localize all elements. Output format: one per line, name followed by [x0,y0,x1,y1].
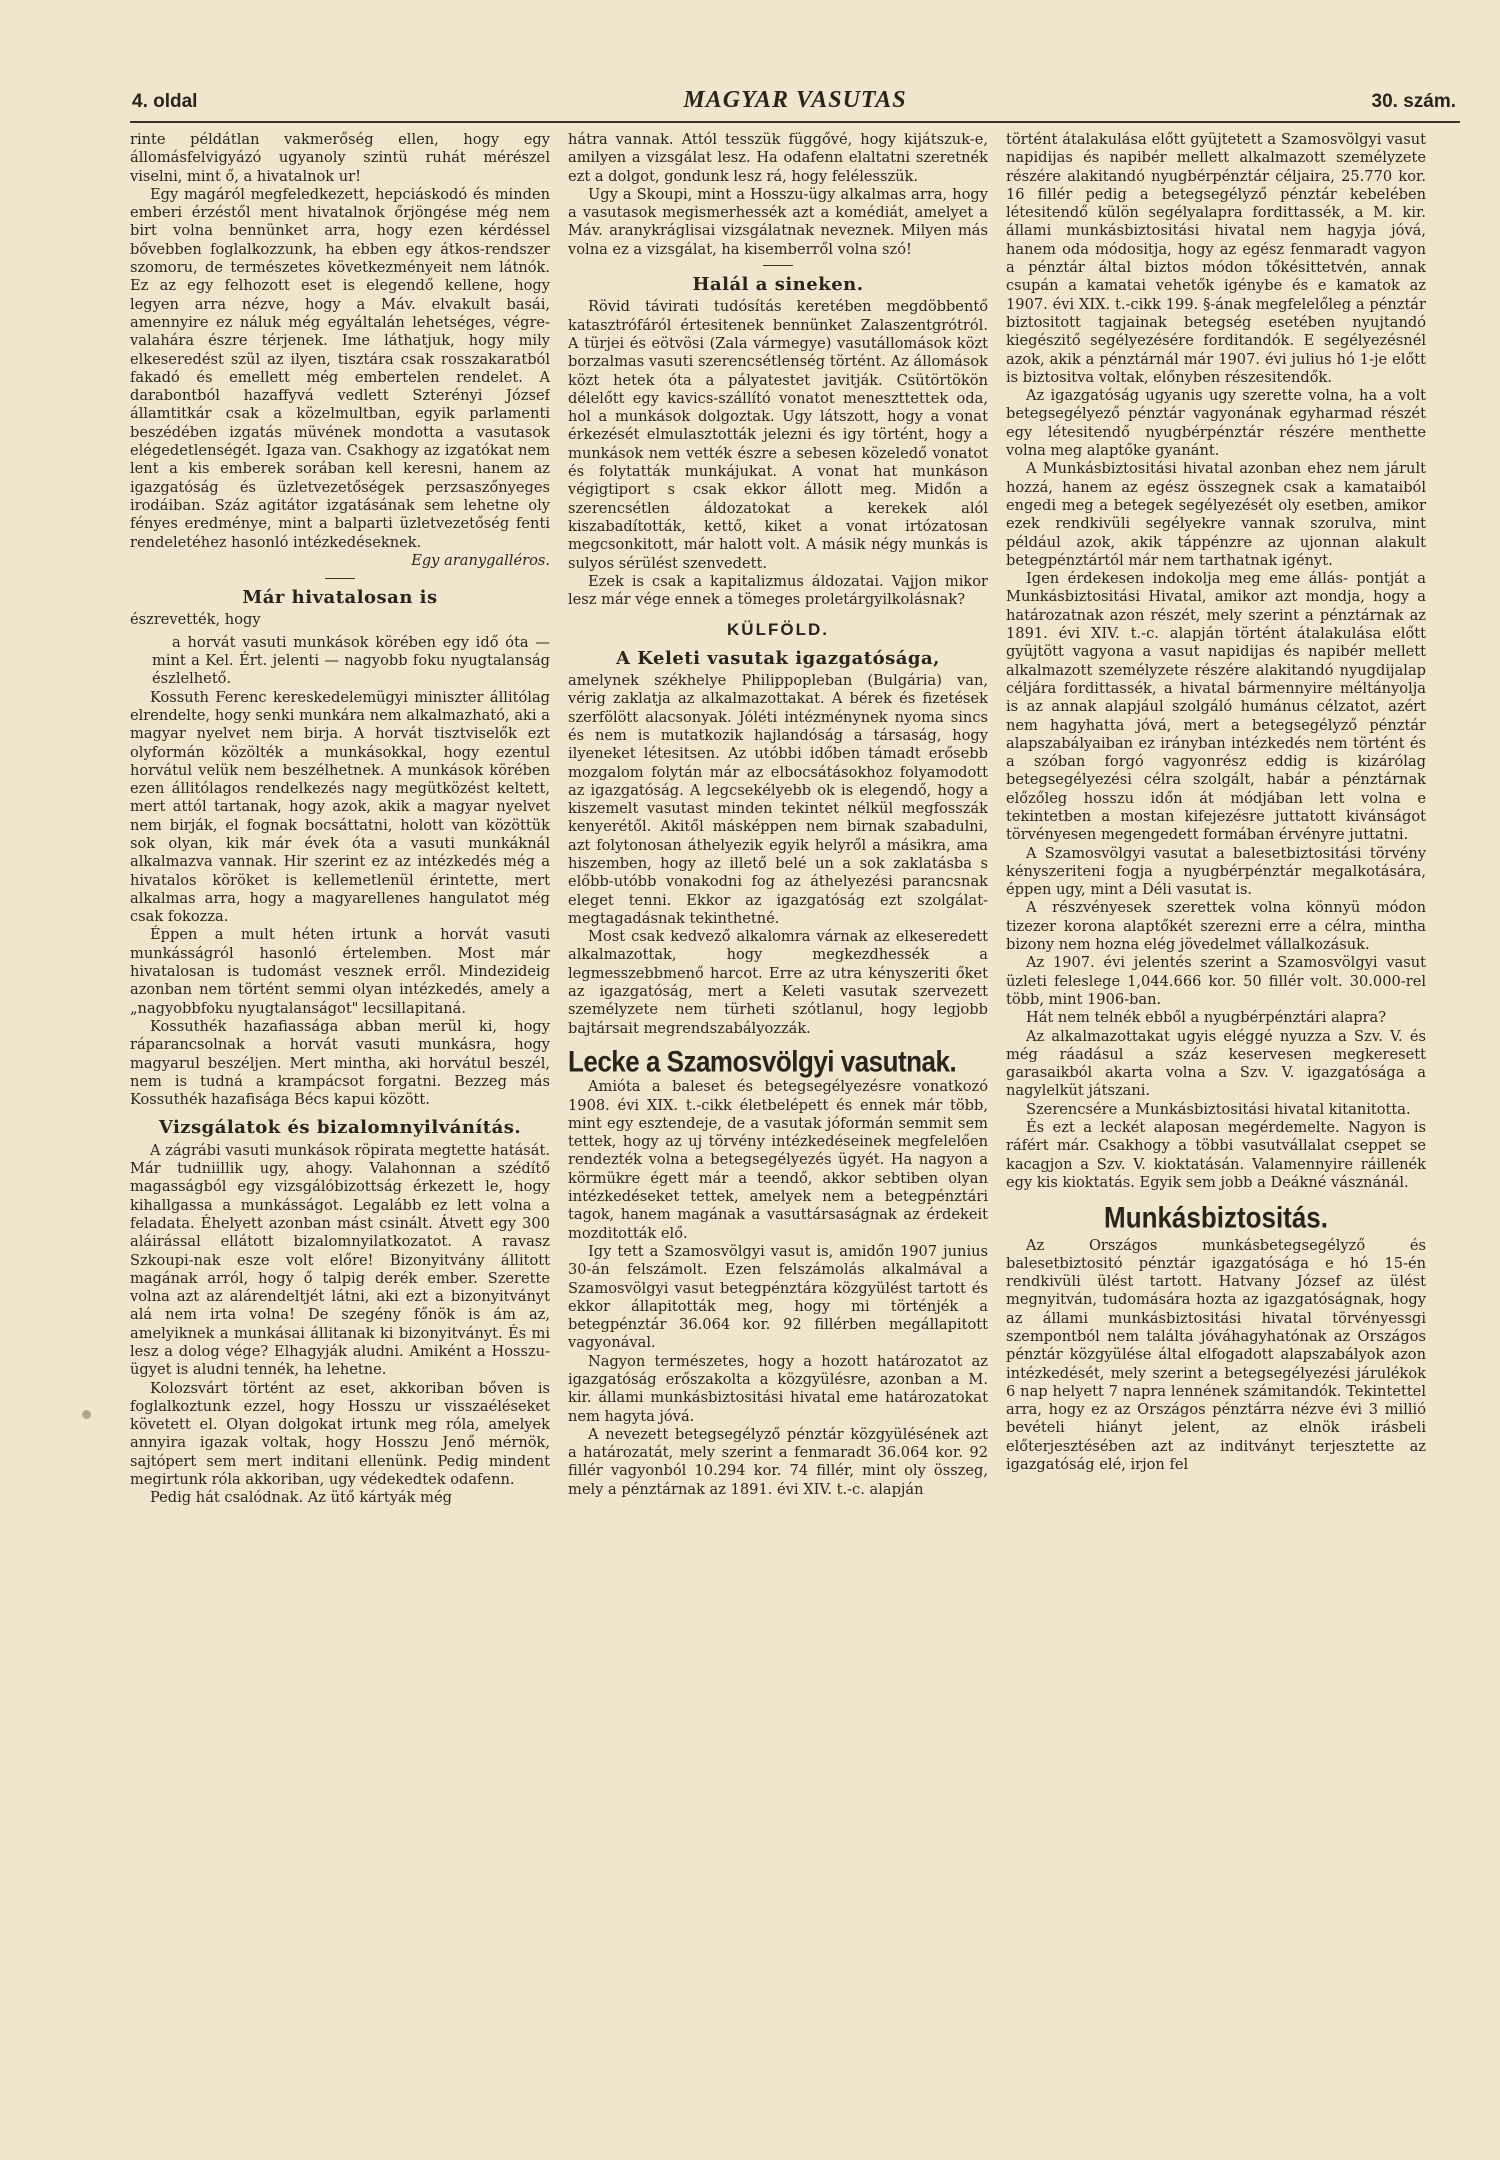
paragraph: történt átalakulása előtt gyüjtetett a Szamosvölgyi vasut napidijas és napibér mellett alkalmazott személyzete részére alakitandó nyugbérpénztár céljaira, 25.770 kor. 16 fillér pedig a betegsegélyző pénztár kebelében létesitendő külön segélyalapra fordittassék, a M. kir. állami munkásbiztositási hivatal nem hagyja jóvá, hanem oda módositja, hogy az egész fenmaradt vagyon a pénztár által biztos módon tőkésittetvén, annak csupán a kamatai vehetők igénybe és e kamatok az 1907. évi XIX. t.-cikk 199. §-ának megfelelőleg a pénztár biztositott tagjainak betegség esetében nyujtandó kiegészitő segélyezésére forditandók. E segélyezésnél azok, akik a pénztárnál már 1907. évi julius hó 1-je előtt is biztositva voltak, előnyben részesitendők. [1006,131,1426,386]
paragraph: Az Országos munkásbetegsegélyző és balesetbiztositó pénztár igazgatósága e hó 15-én rendkivüli ülést tartott. Hatvany József az ülést megnyitván, tudomására hozta az igazgatóságnak, hogy az állami munkásbiztositási hivatal törvényessgi szempontból nem találta jóváhagyhatónak az Országos pénztár közgyülése által elfogadott alapszabályok azon intézkedését, mely szerint a betegsegélyezési járulékok 6 nap helyett 7 napra lennének számitandók. Tekintettel arra, hogy ez az Országos pénztárra nézve évi 3 millió bevételi hiányt jelent, az elnök irásbeli előterjesztésében azt az inditványt terjesztette az igazgatóság elé, irjon fel [1006,1236,1426,1474]
article-heading: Halál a sineken. [692,274,864,296]
article-heading: Lecke a Szamosvölgyi vasutnak. [568,1043,957,1079]
signature: Egy aranygalléros. [411,551,550,569]
article-heading: A Keleti vasutak igazgatósága, [616,647,940,669]
column-2 [568,131,988,2111]
paragraph: Most csak kedvező alkalomra várnak az elkeseredett alkalmazottak, hogy megkezdhessék a legmesszebbmenő harcot. Erre az utra kényszeriti őket az igazgatóság, mert a Keleti vasutak szervezett személyzete nem türheti szótlanul, hogy legjobb bajtársait megrendszabályozzák. [568,928,988,1037]
newspaper-title: MAGYAR VASUTAS [683,87,907,113]
paragraph: rinte példátlan vakmerőség ellen, hogy egy állomásfelvigyázó ugyanoly szintü ruhát mérészel viselni, mint ő, a hivatalnok ur! [130,131,550,185]
section-heading: KÜLFÖLD. [727,620,829,640]
page-number: 4. oldal [132,91,198,112]
paragraph: Éppen a mult héten irtunk a horvát vasuti munkásságról hasonló értelemben. Most már hivatalosan is tudomást vesznek erről. Mindezideig azonban nem történt semmi olyan intézkedés, amely a „nagyobbfoku nyugtalanságot" lecsillapitaná. [130,926,550,1017]
paragraph: Pedig hát csalódnak. Az ütő kártyák még [150,1489,452,1507]
paragraph: amelynek székhelye Philippopleban (Bulgária) van, vérig zaklatja az alkalmazottakat. A bérek és fizetések szerfölött alacsonyak. Jóléti intézménynek nyoma sincs és nem is mutatkozik hajlandóság a társaság, hogy ilyeneket létesitsen. Az utóbbi időben támadt erősebb mozgalom folytán már az elbocsátásokhoz folyamodott az igazgatóság. A legcsekélyebb ok is elegendő, hogy a kiszemelt vasutast minden tekintet nélkül megfosszák kenyerétől. Akitől másképpen nem birnak szabadulni, azt folytonosan áthelyezik egyik helyről a másikra, ama hiszemben, hogy az illető belé un a sok zaklatásba s előbb-utóbb vonakodni fog az áthelyezési parancsnak eleget tenni. Ekkor az igazgatóság ezt szolgálat-megtagadásnak tekinthetné. [568,672,988,927]
divider [325,578,355,579]
paragraph: A Szamosvölgyi vasutat a balesetbiztositási törvény kényszeriteni fogja a nyugbérpénztár megalkotására, éppen ugy, mint a Déli vasutat is. [1006,844,1426,899]
quote-text: a horvát vasuti munkások körében egy idő óta — mint a Kel. Ért. jelenti — nagyobb foku nyugtalanság észlelhető. [152,633,550,688]
issue-number: 30. szám. [1371,91,1456,112]
paragraph: Rövid távirati tudósítás keretében megdöbbentő katasztrófáról értesitenek bennünket Zalaszentgrótról. A türjei és eötvösi (Zala vármegye) vasutállomások közt borzalmas vasuti szerencsétlenség történt. Az állomások közt hetek óta a pályatestet javitják. Csütörtökön délelőtt egy kavics-szállító vonatot meneszttettek oda, hol a munkások dolgoztak. Ugy látszott, hogy a vonat érkezését elmulasztották jelezni és igy történt, hogy a munkások nem vették észre a sebesen közeledő vonatot és folytatták munkájukat. A vonat hat munkáson végigtiport s csak ekkor állott meg. Midőn a szerencsétlen áldozatokat a kerekek alól kiszabadították, kettő, kiket a vonat irtózatosan megcsonkitott, már halott volt. A másik négy munkás is sulyos sérülést szenvedett. [568,298,988,572]
paragraph: Ugy a Skoupi, mint a Hosszu-ügy alkalmas arra, hogy a vasutasok megismerhessék azt a komédiát, amelyet a Máv. aranykráglisai vizsgálatnak neveznek. Milyen más volna ez a vizsgálat, ha kisemberről volna szó! [568,185,988,258]
paragraph: A részvényesek szerettek volna könnyü módon tizezer korona alaptőkét szerezni erre a célra, mintha bizony nem hozna elég jövedelmet vállalkozásuk. [1006,899,1426,954]
paragraph: És ezt a leckét alaposan megérdemelte. Nagyon is ráfért már. Csakhogy a többi vasutvállalat cseppet se kacagjon a Szv. V. kioktatásán. Valamennyire ráillenék egy kis kioktatás. Egyik sem jobb a Deákné vásznánál. [1006,1119,1426,1191]
paragraph: Az igazgatóság ugyanis ugy szerette volna, ha a volt betegsegélyező pénztár vagyonának egyharmad részét egy létesitendő nyugbérpénztár részére menthette volna meg alaptőke gyanánt. [1006,387,1426,460]
article-heading: Vizsgálatok és bizalomnyilvánítás. [158,1117,522,1139]
lead-text: észrevették, hogy [130,611,261,629]
divider [763,265,793,266]
paragraph: Igy tett a Szamosvölgyi vasut is, amidőn 1907 junius 30-án felszámolt. Ezen felszámolás alkalmával a Szamosvölgyi vasut betegpénztára közgyülést tartott és ekkor állapitották meg, hogy mi történjék a betegpénztár 36.064 kor. 92 fillérben megállapitott vagyonával. [568,1242,988,1352]
paragraph: Igen érdekesen indokolja meg eme állás- pontját a Munkásbiztositási Hivatal, amikor azt mondja, hogy a határozatnak azon részét, mely szerint a pénztárnak az 1891. évi XIV. t.-c. alapján történt átalakulása előtt gyüjtött vagyona a vasut napidijas és napibér mellett alkalmazott személyzete részére alakitandó nyugdijalap céljára fordittassék, a hivatal bármennyire méltányolja is az annak alapjául szolgáló humánus célzatot, azért nem hagyhatta jóvá, mert a betegsegélyző pénztár alapszabályaiban ez irányban intézkedés nem történt és a szóban forgó vagyonrész eddig is kizárólag betegsegélyezési célra szolgált, habár a pénztárnak előzőleg hosszu időn át módjában lett volna e tekintetben a mostan kifejezésre juttatott kivánságot törvényesen megengedett formában érvényre juttatni. [1006,570,1426,844]
paragraph: Ezek is csak a kapitalizmus áldozatai. Vajjon mikor lesz már vége ennek a tömeges proletárgyilkolásnak? [568,572,988,609]
column-3 [1006,131,1426,2111]
paragraph: Az alkalmazottakat ugyis eléggé nyuzza a Szv. V. és még ráadásul a száz keservesen megkeresett garasaikból akarta volna a Szv. V. igazgatósága a nagylelküt játszani. [1006,1027,1426,1100]
paragraph: Amióta a baleset és betegsegélyezésre vonatkozó 1908. évi XIX. t.-cikk életbelépett és ennek már több, mint egy esztendeje, de a vasutak jóformán semmit sem tettek, hogy az uj törvény intézkedéseinek megfelelően rendezték volna a betegsegélyezés ügyét. Ha nagyon a körmükre égett már a teendő, akkor sebtiben olyan intézkedéseket tettek, amelyek nem a betegpénztári tagok, hanem magának a vasuttársaságnak az érdekeit mozditották elő. [568,1078,988,1242]
article-heading: Munkásbiztositás. [1104,1199,1328,1235]
paragraph: Kossuth Ferenc kereskedelemügyi miniszter állitólag elrendelte, hogy senki munkára nem alkalmazható, aki a magyar nyelvet nem birja. A horvát tisztviselők ezt olyformán közölték a munkásokkal, hogy ezentul horvátul velük nem beszélhetnek. A munkások körében ezen állitólagos rendelkezés nagy megütközést keltett, mert attól tartanak, hogy azok, akik a magyar nyelvet nem birják, el fognak bocsáttatni, holott van közöttük sok olyan, kik már évek óta a vasuti munkáknál alkalmazva vannak. Hir szerint ez az intézkedés még a hivatalos köröket is kellemetlenül érintette, mert alkalmas arra, hogy a magyarellenes hangulatot még csak fokozza. [130,688,550,926]
paragraph: A Munkásbiztositási hivatal azonban ehez nem járult hozzá, hanem az egész összegnek csak a kamataiból engedi meg a betegek segélyezését oly esetben, amikor ezek rendkivüli segélyekre vannak szorulva, mint például azok, akik táppénzre az ujonnan alakult betegpénztártól már nem tarthatnak igényt. [1006,460,1426,569]
paragraph: Egy magáról megfeledkezett, hepciáskodó és minden emberi érzéstől ment hivatalnok őrjöngése még nem birt volna bennünket arra, hogy ezen kérdéssel bővebben foglalkozzunk, ha ebben egy átkos-rendszer szomoru, de természetes következményeit nem látnók. Ez az egy felhozott eset is elegendő kellene, hogy legyen arra nézve, hogy a Máv. elvakult basái, amennyire ez náluk még egyáltalán lehetséges, végre-valahára észre térjenek. Ime láthatjuk, hogy mily elkeseredést szül az ilyen, tisztára csak rosszakaratból fakadó és emellett még embertelen rendelet. A darabontból hazaffyvá vedlett Szterényi József államtitkár csak a közelmultban, egyik parlamenti beszédében izgatás müvének mondotta a vasutasok elégedetlenségét. Igaza van. Csakhogy az izgatókat nem lent a kis emberek sorában kell keresni, hanem az igazgatóság és üzletvezetőségek perzsaszőnyeges irodáiban. Száz agitátor izgatásának sem lehetne oly fényes eredménye, mint a balparti üzletvezetőség fenti rendeletéhez hasonló intézkedéseknek. [130,185,550,551]
paragraph: Kolozsvárt történt az eset, akkoriban bőven is foglalkoztunk ezzel, hogy Hosszu ur visszaéléseket követett el. Olyan dolgokat irtunk meg róla, amelyek annyira igazak voltak, hogy Hosszu Jenő mérnök, sajtópert sem mert inditani ellenünk. Pedig mindent megirtunk róla akkoriban, ugy védekedtek odafenn. [130,1379,550,1489]
paragraph: A zágrábi vasuti munkások röpirata megtette hatását. Már tudniillik ugy, ahogy. Valahonnan a szédítő magasságból egy vizsgálóbizottság érkezett le, hogy kihallgassa a munkásságot. Legalább ez lett volna a feladata. Éhelyett azonban mást csinált. Átvett egy 300 aláirással ellátott bizalomnyilatkozatot. A ravasz Szkoupi-nak esze volt előre! Bizonyitvány állitott magának arról, hogy ő talpig derék ember. Szerette volna azt az alárendeltjét látni, aki ezt a bizonyitványt alá nem irta volna! De szegény főnök is ám az, amelyiknek a munkásai állitanak ki bizonyitványt. És mi lesz a dolog vége? Elhagyják aludni. Amiként a Hosszu-ügyet is aludni tennék, ha lehetne. [130,1141,550,1379]
paragraph: Nagyon természetes, hogy a hozott határozatot az igazgatóság erőszakolta a közgyülésre, azonban a M. kir. állami munkásbiztositási hivatal eme határozatokat nem hagyta jóvá. [568,1352,988,1425]
paragraph: Az 1907. évi jelentés szerint a Szamosvölgyi vasut üzleti feleslege 1,044.666 kor. 50 fillér volt. 30.000-rel több, mint 1906-ban. [1006,954,1426,1008]
paragraph: hátra vannak. Attól tesszük függővé, hogy kijátszuk-e, amilyen a vizsgálat lesz. Ha odafenn elaltatni szeretnék ezt a dolgot, gondunk lesz rá, hogy felélesszük. [568,131,988,185]
paragraph: Hát nem telnék ebből a nyugbérpénztári alapra? [1026,1009,1387,1027]
margin-dot [82,1410,91,1419]
paragraph: Szerencsére a Munkásbiztositási hivatal kitanitotta. [1026,1100,1411,1118]
paragraph: Kossuthék hazafiassága abban merül ki, hogy ráparancsolnak a horvát vasuti munkásra, hogy magyarul beszéljen. Mert mintha, aki horvátul beszél, nem is tudná a krampácsot forgatni. Bezzeg más Kossuthék hazafisága Bécs kapui között. [130,1017,550,1109]
paragraph: A nevezett betegsegélyző pénztár közgyülésének azt a határozatát, mely szerint a fenmaradt 36.064 kor. 92 fillér vagyonból 10.294 kor. 74 fillér, mint oly összeg, mely a pénztárnak az 1891. évi XIV. t.-c. alapján [568,1425,988,1498]
page-header [130,85,1460,123]
article-heading: Már hivatalosan is [242,587,438,609]
column-1 [130,131,550,2111]
